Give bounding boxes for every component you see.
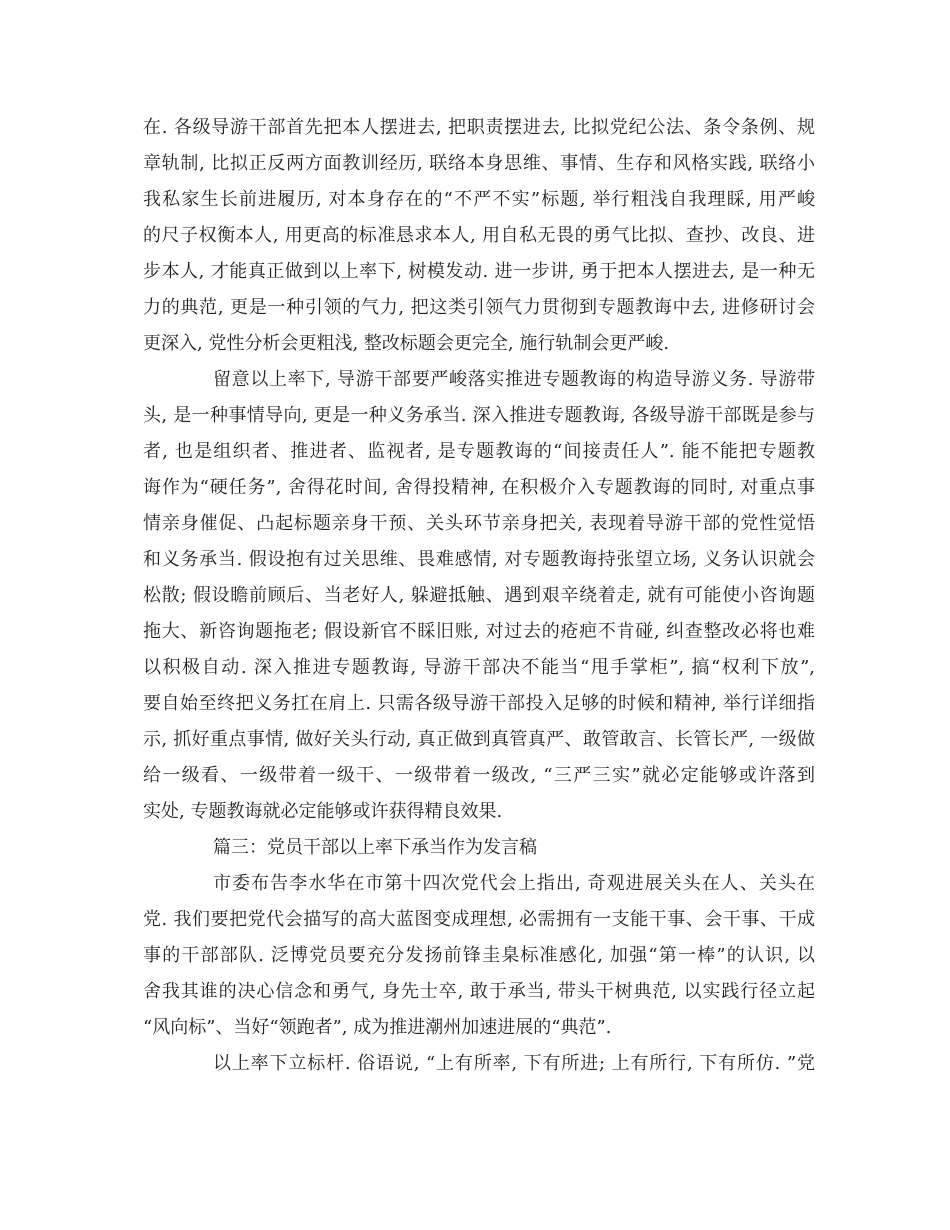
text-line: 和义务承当. 假设抱有过关思维、畏难感情, 对专题教诲持张望立场, 义务认识就会 <box>143 549 815 570</box>
paragraph-3 <box>143 866 815 1046</box>
text-line: 我私家生长前进履历, 对本身存在的“不严不实”标题, 举行粗浅自我理睬, 用严峻 <box>143 189 815 210</box>
text-line: “风向标”、当好“领跑者”, 成为推进潮州加速进展的“典范”. <box>143 1017 612 1038</box>
section-title: 篇三：党员干部以上率下承当作为发言稿 <box>213 837 537 858</box>
text-line: 要自始至终把义务扛在肩上. 只需各级导游干部投入足够的时候和精神, 举行详细指 <box>143 693 815 714</box>
text-line: 章轨制, 比拟正反两方面教训经历, 联络本身思维、事情、生存和风格实践, 联络小 <box>143 153 815 174</box>
text-line: 更深入, 党性分析会更粗浅, 整改标题会更完全, 施行轨制会更严峻. <box>143 333 670 354</box>
text-line: 拖大、新咨询题拖老; 假设新官不睬旧账, 对过去的疮疤不肯碰, 纠查整改必将也难 <box>143 621 815 642</box>
text-line: 力的典范, 更是一种引领的气力, 把这类引领气力贯彻到专题教诲中去, 进修研讨会 <box>143 297 815 318</box>
text-line: 在. 各级导游干部首先把本人摆进去, 把职责摆进去, 比拟党纪公法、条令条例、规 <box>143 117 815 138</box>
text-line: 者, 也是组织者、推进者、监视者, 是专题教诲的“间接责任人”. 能不能把专题教 <box>143 441 815 462</box>
text-line: 头, 是一种事情导向, 更是一种义务承当. 深入推进专题教诲, 各级导游干部既是参与 <box>143 405 815 426</box>
text-line: 情亲身催促、凸起标题亲身干预、关头环节亲身把关, 表现着导游干部的党性觉悟 <box>143 513 815 534</box>
text-line: 松散; 假设瞻前顾后、当老好人, 躲避抵触、遇到艰辛绕着走, 就有可能使小咨询题 <box>143 585 815 606</box>
text-line: 以积极自动. 深入推进专题教诲, 导游干部决不能当“甩手掌柜”, 搞“权利下放”, <box>143 657 815 678</box>
text-line: 步本人, 才能真正做到以上率下, 树模发动. 进一步讲, 勇于把本人摆进去, 是一种无 <box>143 261 815 282</box>
text-line: 事的干部部队. 泛博党员要充分发扬前锋圭臬标准感化, 加强“第一棒”的认识, 以 <box>143 945 815 966</box>
text-line: 示, 抓好重点事情, 做好关头行动, 真正做到真管真严、敢管敢言、长管长严, 一级做 <box>143 729 815 750</box>
paragraph-4 <box>143 1046 815 1082</box>
document-body <box>143 110 815 1082</box>
text-line: 舍我其谁的决心信念和勇气, 身先士卒, 敢于承当, 带头干树典范, 以实践行径立起 <box>143 981 815 1002</box>
text-line: 给一级看、一级带着一级干、一级带着一级改, “三严三实”就必定能够或许落到 <box>143 765 815 786</box>
text-line: 诲作为“硬任务”, 舍得花时间, 舍得投精神, 在积极介入专题教诲的同时, 对重点事 <box>143 477 815 498</box>
paragraph-1 <box>143 110 815 362</box>
text-line: 以上率下立标杆. 俗语说, “上有所率, 下有所进; 上有所行, 下有所仿. ”党 <box>213 1053 815 1074</box>
paragraph-2 <box>143 362 815 830</box>
text-line: 党. 我们要把党代会描写的高大蓝图变成理想, 必需拥有一支能干事、会干事、干成 <box>143 909 815 930</box>
text-line: 实处, 专题教诲就必定能够或许获得精良效果. <box>143 801 503 822</box>
section-heading <box>143 830 815 866</box>
text-line: 留意以上率下, 导游干部要严峻落实推进专题教诲的构造导游义务. 导游带 <box>213 369 815 390</box>
text-line: 市委布告李水华在市第十四次党代会上指出, 奇观进展关头在人、关头在 <box>213 873 815 894</box>
text-line: 的尺子权衡本人, 用更高的标准恳求本人, 用自私无畏的勇气比拟、查抄、改良、进 <box>143 225 815 246</box>
